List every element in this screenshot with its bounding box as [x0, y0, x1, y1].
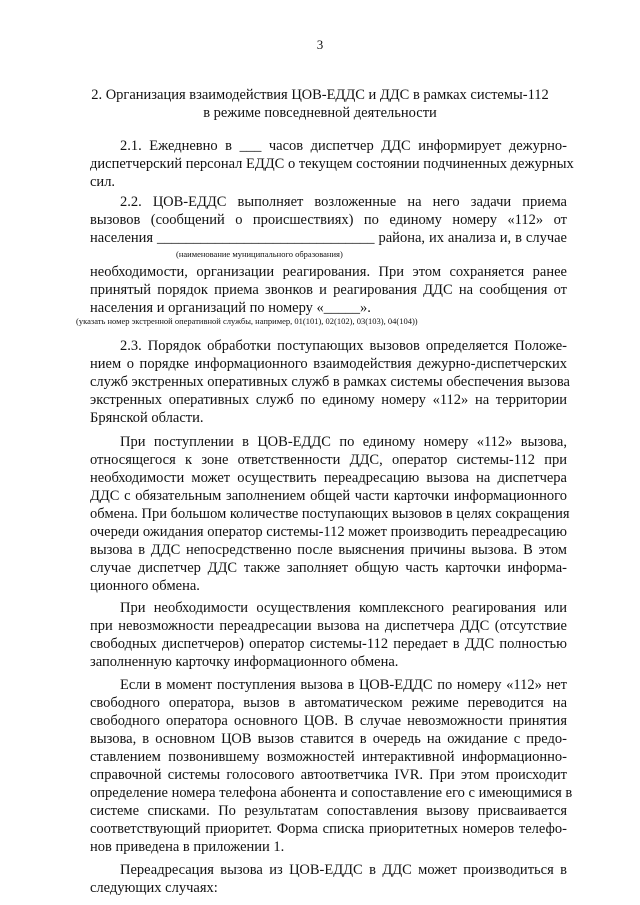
- text-line: Если в момент поступления вызова в ЦОВ-ЕДДС по номеру «112» нет: [120, 677, 567, 693]
- text-line: вызовов (сообщений о происшествиях) по единому номеру «112» от: [90, 212, 567, 228]
- text-line: справочной системы голосового автоответчика IVR. При этом происходит: [90, 767, 567, 783]
- text-line: 2.2. ЦОВ-ЕДДС выполняет возложенные на него задачи приема: [120, 194, 567, 210]
- text-line: заполненную карточку информационного обмена.: [90, 654, 399, 670]
- text-line: нием о порядке информационного взаимодействия дежурно-диспетчерских: [90, 356, 567, 372]
- text-line: населения и организаций по номеру «_____».: [90, 300, 371, 316]
- text-line: обмена. При большом количестве поступающих вызовов в целях сокращения: [90, 506, 570, 522]
- section-heading: [70, 86, 570, 122]
- text-line: свободного оператора основного ЦОВ. В случае невозможности принятия: [90, 713, 567, 729]
- text-line: вызова в ДДС непосредственно после выяснения причины вызова. В этом: [90, 542, 567, 558]
- text-line: случае диспетчер ДДС также заполняет общую часть карточки информа-: [90, 560, 567, 576]
- text-line: диспетчерский персонал ЕДДС о текущем состоянии подчиненных дежурных: [90, 156, 574, 172]
- text-line: вызова, в основном ЦОВ вызов ставится в очередь на ожидание с предо-: [90, 731, 567, 747]
- text-line: нов приведена в приложении 1.: [90, 839, 285, 855]
- section-heading-line-1: 2. Организация взаимодействия ЦОВ-ЕДДС и ДДС в рамках системы-112: [91, 87, 549, 103]
- text-line: системе списками. По результатам сопоставления вызову присваивается: [90, 803, 567, 819]
- text-line: очереди ожидания оператор системы-112 может производить переадресацию: [90, 524, 567, 540]
- text-line: населения ______________________________ района, их анализа и, в случае: [90, 230, 567, 246]
- text-line: определение номера телефона абонента и сопоставление его с имеющимися в: [90, 785, 573, 801]
- text-line: При поступлении в ЦОВ-ЕДДС по единому номеру «112» вызова,: [120, 434, 567, 450]
- text-line: 2.1. Ежедневно в ___ часов диспетчер ДДС информирует дежурно-: [120, 138, 567, 154]
- footnote-municipality: (наименование муниципального образования): [176, 249, 343, 259]
- text-line: 2.3. Порядок обработки поступающих вызовов определяется Положе-: [120, 338, 567, 354]
- section-heading-line-2: в режиме повседневной деятельности: [203, 105, 437, 121]
- text-line: Брянской области.: [90, 410, 204, 426]
- text-line: необходимости может осуществить переадресацию вызова на диспетчера: [90, 470, 567, 486]
- text-line: при невозможности переадресации вызова на диспетчера ДДС (отсутствие: [90, 618, 567, 634]
- text-line: относящегося к зоне ответственности ДДС, оператор системы-112 при: [90, 452, 567, 468]
- text-line: необходимости, организации реагирования. При этом сохраняется ранее: [90, 264, 567, 280]
- text-line: сил.: [90, 174, 116, 190]
- text-line: экстренных оперативных служб по единому номеру «112» на территории: [90, 392, 567, 408]
- text-line: ционного обмена.: [90, 578, 200, 594]
- text-line: соответствующий приоритет. Форма списка приоритетных номеров телефо-: [90, 821, 567, 837]
- text-line: служб экстренных оперативных служб в рамках системы обеспечения вызова: [90, 374, 570, 390]
- text-line: ставлением позвонившему возможностей интерактивной информационно-: [90, 749, 567, 765]
- page-number: 3: [316, 37, 324, 52]
- footnote-service-number: (указать номер экстренной оперативной службы, например, 01(101), 02(102), 03(103), 04(104)): [76, 316, 418, 326]
- text-line: свободного оператора, вызов в автоматическом режиме переводится на: [90, 695, 567, 711]
- text-line: ДДС с обязательным заполнением общей части карточки информационного: [90, 488, 567, 504]
- text-line: Переадресация вызова из ЦОВ-ЕДДС в ДДС может производиться в: [120, 862, 567, 878]
- text-line: принятый порядок приема звонков и реагирования ДДС на сообщения от: [90, 282, 567, 298]
- text-line: При необходимости осуществления комплексного реагирования или: [120, 600, 567, 616]
- text-line: следующих случаях:: [90, 880, 218, 896]
- text-line: свободных диспетчеров) оператор системы-112 передает в ДДС полностью: [90, 636, 567, 652]
